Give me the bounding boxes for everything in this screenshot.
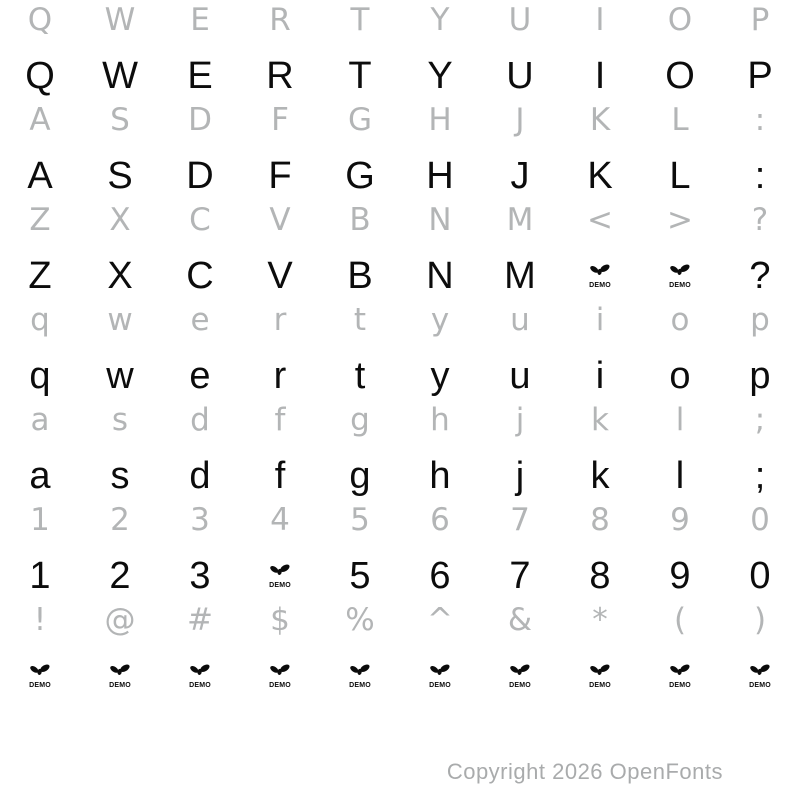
demo-leaf-icon	[508, 661, 532, 688]
reference-glyph: G	[347, 102, 373, 138]
svg-text:DEMO: DEMO	[669, 682, 691, 688]
demo-glyph: u	[509, 355, 531, 397]
demo-glyph: s	[110, 455, 130, 497]
demo-placeholder-icon	[480, 657, 560, 695]
demo-glyph: H	[426, 155, 454, 197]
demo-glyph: f	[274, 455, 286, 497]
demo-glyph: i	[595, 355, 605, 397]
reference-row-5	[0, 402, 800, 438]
reference-glyph: 5	[350, 502, 370, 538]
demo-leaf-icon	[348, 661, 372, 688]
reference-glyph: :	[754, 102, 766, 138]
demo-glyph: h	[429, 455, 451, 497]
reference-glyph: h	[430, 402, 450, 438]
reference-glyph: U	[508, 2, 532, 38]
reference-glyph: o	[670, 302, 690, 338]
demo-glyph: ;	[754, 455, 766, 497]
reference-glyph: J	[515, 102, 525, 138]
reference-glyph: l	[675, 402, 685, 438]
demo-row-6	[0, 557, 800, 595]
reference-glyph: C	[189, 202, 211, 238]
demo-leaf-icon	[668, 661, 692, 688]
demo-glyph: q	[29, 355, 51, 397]
reference-glyph: &	[507, 602, 533, 638]
reference-glyph: B	[349, 202, 371, 238]
demo-glyph: d	[189, 455, 211, 497]
reference-glyph: a	[30, 402, 50, 438]
svg-text:DEMO: DEMO	[349, 682, 371, 688]
reference-row-4	[0, 302, 800, 338]
demo-placeholder-icon	[240, 657, 320, 695]
reference-glyph: 4	[270, 502, 290, 538]
reference-glyph: ^	[427, 602, 453, 638]
svg-text:DEMO: DEMO	[269, 682, 291, 688]
reference-glyph: 1	[30, 502, 50, 538]
demo-glyph: r	[273, 355, 287, 397]
demo-glyph: k	[590, 455, 610, 497]
demo-placeholder-icon	[640, 657, 720, 695]
reference-glyph: O	[667, 2, 693, 38]
demo-glyph: C	[186, 255, 214, 297]
demo-glyph: y	[430, 355, 450, 397]
reference-glyph: M	[506, 202, 534, 238]
demo-glyph: 6	[429, 555, 451, 597]
reference-glyph: Z	[29, 202, 51, 238]
demo-leaf-icon	[268, 661, 292, 688]
reference-glyph: P	[750, 2, 770, 38]
demo-glyph: :	[754, 155, 766, 197]
svg-text:DEMO: DEMO	[29, 682, 51, 688]
demo-row-7	[0, 657, 800, 695]
reference-glyph: W	[104, 2, 136, 38]
demo-glyph: 2	[109, 555, 131, 597]
reference-glyph: e	[190, 302, 210, 338]
demo-glyph: D	[186, 155, 214, 197]
demo-glyph: j	[515, 455, 525, 497]
demo-placeholder-icon	[80, 657, 160, 695]
reference-glyph: Y	[430, 2, 450, 38]
reference-glyph: $	[270, 602, 290, 638]
reference-glyph: D	[188, 102, 212, 138]
svg-text:DEMO: DEMO	[749, 682, 771, 688]
demo-placeholder-icon	[720, 657, 800, 695]
demo-glyph: U	[506, 55, 534, 97]
demo-glyph: 3	[189, 555, 211, 597]
demo-placeholder-icon	[0, 657, 80, 695]
reference-glyph: #	[187, 602, 213, 638]
svg-text:DEMO: DEMO	[589, 282, 611, 288]
reference-glyph: 2	[110, 502, 130, 538]
svg-text:DEMO: DEMO	[509, 682, 531, 688]
demo-glyph: B	[347, 255, 373, 297]
reference-glyph: p	[750, 302, 770, 338]
demo-glyph: L	[669, 155, 691, 197]
reference-glyph: s	[111, 402, 129, 438]
demo-placeholder-icon	[560, 657, 640, 695]
reference-glyph: ?	[751, 202, 769, 238]
reference-row-7	[0, 602, 800, 638]
reference-glyph: >	[667, 202, 693, 238]
reference-glyph: F	[271, 102, 289, 138]
demo-leaf-icon	[428, 661, 452, 688]
demo-glyph: 8	[589, 555, 611, 597]
demo-row-2	[0, 157, 800, 195]
demo-glyph: S	[107, 155, 133, 197]
reference-glyph: f	[274, 402, 286, 438]
svg-text:DEMO: DEMO	[429, 682, 451, 688]
demo-row-5	[0, 457, 800, 495]
demo-glyph: N	[426, 255, 454, 297]
demo-leaf-icon	[588, 261, 612, 288]
reference-glyph: H	[428, 102, 452, 138]
demo-glyph: W	[102, 55, 138, 97]
demo-leaf-icon	[668, 261, 692, 288]
demo-glyph: w	[106, 355, 134, 397]
reference-glyph: u	[510, 302, 530, 338]
demo-glyph: E	[187, 55, 213, 97]
svg-text:DEMO: DEMO	[109, 682, 131, 688]
reference-glyph: ;	[754, 402, 766, 438]
demo-leaf-icon	[588, 661, 612, 688]
demo-glyph: X	[107, 255, 133, 297]
reference-glyph: r	[273, 302, 287, 338]
reference-glyph: k	[591, 402, 609, 438]
reference-glyph: w	[107, 302, 133, 338]
reference-glyph: t	[353, 302, 367, 338]
copyright-text: Copyright 2026 OpenFonts	[446, 759, 723, 784]
demo-glyph: G	[345, 155, 375, 197]
reference-row-2	[0, 102, 800, 138]
reference-glyph: 3	[190, 502, 210, 538]
reference-glyph: L	[671, 102, 689, 138]
demo-placeholder-icon	[640, 257, 720, 295]
reference-glyph: A	[29, 102, 51, 138]
reference-glyph: %	[345, 602, 375, 638]
demo-glyph: Y	[427, 55, 453, 97]
demo-glyph: 5	[349, 555, 371, 597]
demo-glyph: p	[749, 355, 771, 397]
reference-glyph: Q	[27, 2, 53, 38]
demo-placeholder-icon	[240, 557, 320, 595]
reference-row-1	[0, 2, 800, 38]
demo-glyph: 0	[749, 555, 771, 597]
svg-text:DEMO: DEMO	[189, 682, 211, 688]
reference-glyph: !	[33, 602, 47, 638]
svg-text:DEMO: DEMO	[669, 282, 691, 288]
demo-leaf-icon	[188, 661, 212, 688]
reference-glyph: g	[350, 402, 370, 438]
demo-glyph: O	[665, 55, 695, 97]
demo-placeholder-icon	[320, 657, 400, 695]
demo-glyph: l	[675, 455, 685, 497]
svg-text:DEMO: DEMO	[589, 682, 611, 688]
demo-glyph: ?	[749, 255, 771, 297]
reference-glyph: (	[673, 602, 687, 638]
reference-glyph: I	[595, 2, 605, 38]
reference-row-3	[0, 202, 800, 238]
reference-glyph: 7	[510, 502, 530, 538]
reference-row-6	[0, 502, 800, 538]
reference-glyph: K	[589, 102, 611, 138]
demo-row-3	[0, 257, 800, 295]
reference-glyph: S	[110, 102, 130, 138]
demo-glyph: Z	[28, 255, 52, 297]
reference-glyph: d	[190, 402, 210, 438]
demo-leaf-icon	[748, 661, 772, 688]
reference-glyph: y	[430, 302, 450, 338]
demo-glyph: g	[349, 455, 371, 497]
demo-glyph: o	[669, 355, 691, 397]
demo-leaf-icon	[108, 661, 132, 688]
demo-glyph: J	[510, 155, 530, 197]
demo-row-4	[0, 357, 800, 395]
demo-glyph: P	[747, 55, 773, 97]
demo-glyph: 1	[29, 555, 51, 597]
reference-glyph: i	[595, 302, 605, 338]
demo-leaf-icon	[28, 661, 52, 688]
demo-placeholder-icon	[400, 657, 480, 695]
demo-glyph: K	[587, 155, 613, 197]
reference-glyph: N	[428, 202, 452, 238]
demo-glyph: a	[29, 455, 51, 497]
reference-glyph: <	[587, 202, 613, 238]
reference-glyph: )	[753, 602, 767, 638]
demo-glyph: F	[268, 155, 292, 197]
reference-glyph: R	[269, 2, 291, 38]
demo-glyph: Q	[25, 55, 55, 97]
demo-leaf-icon	[268, 561, 292, 588]
demo-glyph: R	[266, 55, 294, 97]
reference-glyph: *	[592, 602, 608, 638]
reference-glyph: 8	[590, 502, 610, 538]
reference-glyph: 0	[750, 502, 770, 538]
reference-glyph: V	[269, 202, 291, 238]
demo-glyph: T	[348, 55, 372, 97]
demo-glyph: 7	[509, 555, 531, 597]
reference-glyph: q	[30, 302, 50, 338]
reference-glyph: @	[104, 602, 136, 638]
demo-glyph: e	[189, 355, 211, 397]
reference-glyph: E	[190, 2, 210, 38]
demo-glyph: M	[504, 255, 536, 297]
demo-glyph: A	[27, 155, 53, 197]
demo-glyph: 9	[669, 555, 691, 597]
demo-glyph: V	[267, 255, 293, 297]
reference-glyph: X	[109, 202, 131, 238]
demo-row-1	[0, 57, 800, 95]
reference-glyph: 9	[670, 502, 690, 538]
demo-glyph: I	[594, 55, 606, 97]
demo-placeholder-icon	[160, 657, 240, 695]
demo-glyph: t	[354, 355, 366, 397]
svg-text:DEMO: DEMO	[269, 582, 291, 588]
demo-placeholder-icon	[560, 257, 640, 295]
reference-glyph: 6	[430, 502, 450, 538]
reference-glyph: j	[515, 402, 525, 438]
reference-glyph: T	[350, 2, 370, 38]
